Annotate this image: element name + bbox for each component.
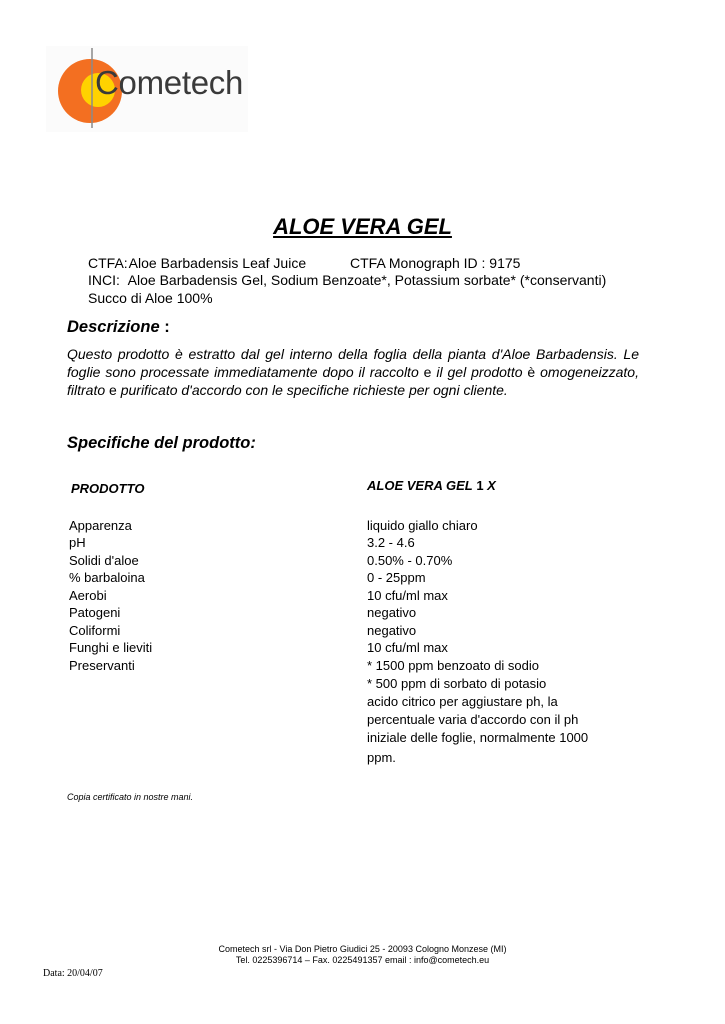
succo-line: Succo di Aloe 100% [88, 290, 213, 306]
descrizione-text [67, 345, 639, 399]
footer-contacts: Tel. 0225396714 – Fax. 0225491357 email : info@cometech.eu [235, 955, 490, 965]
prodotto-column-header: PRODOTTO [71, 481, 145, 496]
product-name [367, 478, 496, 493]
spec-label: Preservanti [69, 658, 135, 673]
spec-value: 0 - 25ppm [367, 570, 426, 585]
product-number: 1 [472, 478, 488, 493]
spec-label: % barbaloina [69, 570, 145, 585]
spec-label: Apparenza [69, 518, 132, 533]
document-date: Data: 20/04/07 [43, 968, 103, 979]
spec-value: 3.2 - 4.6 [367, 535, 415, 550]
desc-conj-3: e [105, 382, 121, 398]
descrizione-colon: : [159, 318, 170, 336]
product-suffix: X [487, 478, 496, 493]
desc-part-1: Questo prodotto è estratto dal gel interno della foglia della pianta d'Aloe Barbadensis. Le foglie sono processate immediatamente dopo il raccolto [67, 346, 639, 380]
ctfa-label: CTFA: [88, 255, 128, 271]
specifiche-heading: Specifiche del prodotto: [67, 434, 256, 452]
spec-label: Coliformi [69, 623, 121, 638]
preservanti-extra-line: iniziale delle foglie, normalmente 1000 [367, 730, 589, 745]
spec-value: 0.50% - 0.70% [367, 553, 453, 568]
inci-value: Aloe Barbadensis Gel, Sodium Benzoate*, Potassium sorbate* (*conservanti) [127, 272, 607, 288]
spec-label: Solidi d'aloe [69, 553, 139, 568]
footer-address: Cometech srl - Via Don Pietro Giudici 25 - 20093 Cologno Monzese (MI) [218, 944, 507, 954]
document-title: ALOE VERA GEL [273, 214, 452, 239]
spec-value: 10 cfu/ml max [367, 640, 448, 655]
desc-conj-1: e [418, 364, 437, 380]
certificate-note: Copia certificato in nostre mani. [67, 792, 194, 802]
spec-value: negativo [367, 605, 417, 620]
descrizione-heading [67, 318, 170, 337]
spec-label: Funghi e lieviti [69, 640, 153, 655]
desc-part-3: omogeneizzato, filtrato [67, 364, 639, 398]
ctfa-line [88, 255, 306, 271]
ctfa-value: Aloe Barbadensis Leaf Juice [128, 255, 307, 271]
spec-value: * 1500 ppm benzoato di sodio [367, 658, 540, 673]
spec-label: pH [69, 535, 86, 550]
preservanti-extra-line: * 500 ppm di sorbato di potasio [367, 676, 547, 691]
desc-conj-2: è [522, 364, 541, 380]
spec-label: Patogeni [69, 605, 121, 620]
spec-label: Aerobi [69, 588, 107, 603]
spec-value: liquido giallo chiaro [367, 518, 478, 533]
desc-part-2: il gel prodotto [436, 364, 523, 380]
product-name-text: ALOE VERA GEL [367, 478, 473, 493]
preservanti-extra-line: percentuale varia d'accordo con il ph [367, 712, 579, 727]
preservanti-extra-line: acido citrico per aggiustare ph, la [367, 694, 558, 709]
inci-line [88, 272, 606, 288]
footer [0, 944, 725, 966]
ctfa-monograph: CTFA Monograph ID : 9175 [350, 255, 521, 271]
descrizione-heading-text: Descrizione [67, 318, 160, 336]
spec-value: 10 cfu/ml max [367, 588, 448, 603]
inci-label: INCI: [88, 272, 120, 288]
desc-part-4: purificato d'accordo con le specifiche richieste per ogni cliente. [120, 382, 508, 398]
spec-value: negativo [367, 623, 417, 638]
preservanti-extra-line: ppm. [367, 750, 396, 765]
logo-wordmark: Cometech [95, 64, 244, 101]
